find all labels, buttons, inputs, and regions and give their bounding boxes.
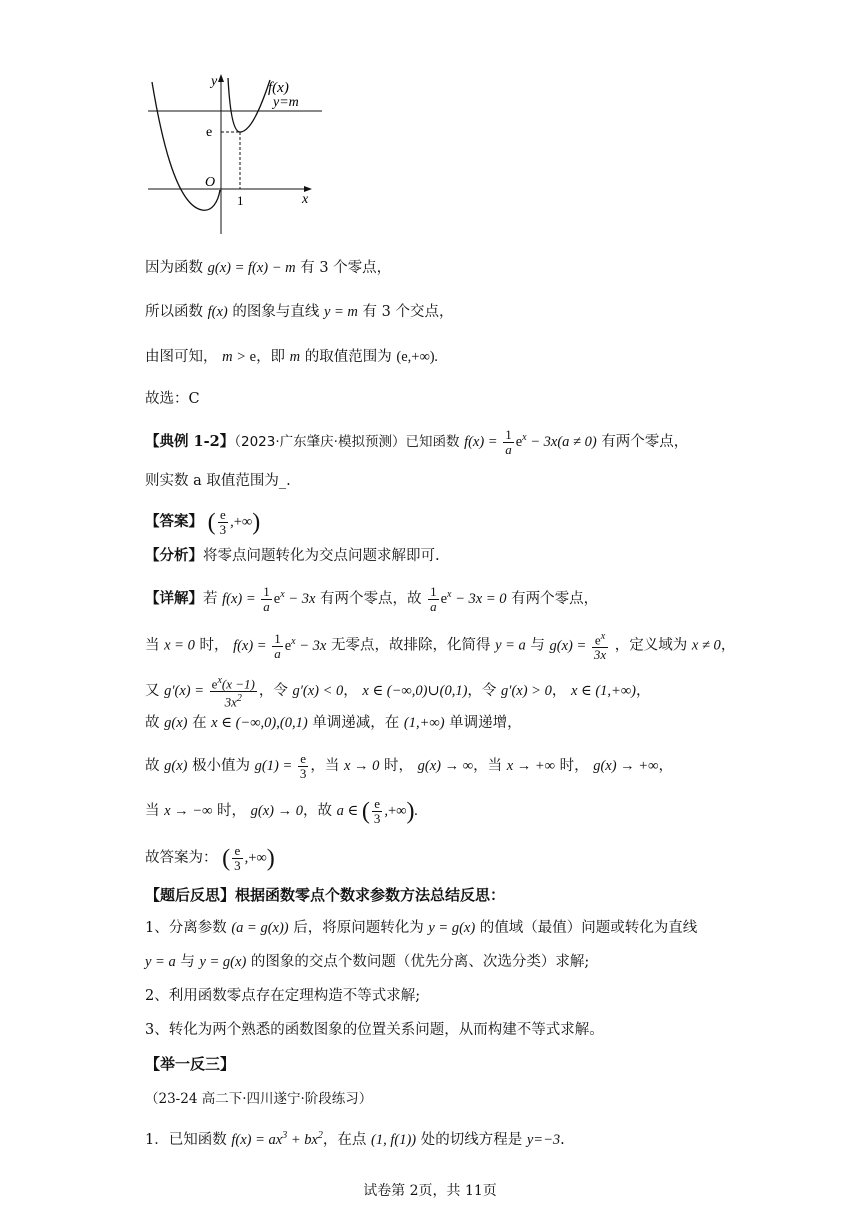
math-expr: x → −∞ — [164, 802, 213, 819]
text-segment: ， — [551, 683, 567, 700]
text-line-18 — [145, 952, 589, 972]
math-expr: a ∈ ( $\frac{e}{3}$ ,+∞). — [336, 796, 419, 826]
source-note: （23-24 高二下·四川遂宁·阶段练习） — [145, 1091, 373, 1107]
math-expr: (a = g(x)) — [231, 920, 289, 936]
line-label: y=m — [273, 95, 299, 110]
text-segment: 单调递增， — [449, 715, 522, 731]
math-expr: y = a — [145, 954, 176, 970]
text-segment: 时， — [217, 802, 247, 819]
math-expr: x → 0 — [343, 757, 380, 774]
text-segment: 的图象的交点个数问题（优先分离、次选分类）求解; — [250, 954, 590, 970]
math-expr: g′(x) < 0 — [292, 683, 344, 700]
text-segment: 在 — [192, 715, 207, 731]
text-line-6 — [145, 471, 291, 491]
text-segment: 所以函数 — [145, 304, 203, 320]
text-segment: 因为函数 — [145, 260, 203, 276]
math-expr: x ∈ (1,+∞) — [570, 683, 637, 700]
text-line-11: 又 g′(x) = $\frac{e^x(x -1)}{3x^2}$ ，令 g′(x) < 0， x ∈ (−∞,0)∪(0,1)，令 g′(x) > 0， x ∈ (1,+∞)， — [145, 675, 651, 710]
text-segment: 处的切线方程是 — [420, 1131, 523, 1148]
text-line-23: 1．已知函数 $f(x) = ax^3 + bx^2$，在点 (1, f(1)) 处的切线方程是 y=−3. — [145, 1130, 565, 1148]
math-expr: (1,+∞) — [403, 715, 445, 731]
text-line-1 — [145, 258, 391, 278]
text-line-2 — [145, 302, 453, 322]
text-segment: 与 — [180, 954, 195, 970]
text-segment: ， — [343, 683, 358, 700]
text-segment: 1．已知函数 — [145, 1131, 227, 1148]
math-expr: g(x) → +∞ — [593, 757, 659, 774]
math-expr: g(x) = f(x) − m — [207, 260, 296, 276]
text-line-14 — [145, 797, 418, 826]
math-expr: y = g(x) — [199, 954, 247, 970]
text-line-12 — [145, 713, 522, 733]
math-expr: y = m — [323, 304, 358, 320]
text-line-8 — [145, 546, 440, 566]
text-segment: 后，将原问题转化为 — [293, 920, 424, 936]
math-expr: x ≠ 0 — [691, 637, 721, 654]
text-line-4 — [145, 389, 200, 409]
text-segment: ，定义域为 — [614, 637, 688, 654]
text-segment: 当 — [145, 802, 160, 819]
text-segment: 有 3 个零点， — [300, 260, 392, 276]
text-segment: ，故 — [302, 802, 332, 819]
text-line-19 — [145, 986, 420, 1006]
section-heading: 【题后反思】根据函数零点个数求参数方法总结反思： — [145, 886, 506, 904]
curve-label: f(x) — [268, 80, 289, 96]
text-segment: ，当 — [310, 757, 340, 774]
math-expr: g(x) = $\frac{e^x}{3x}$ — [549, 631, 607, 663]
e-tick-label: e — [206, 125, 213, 140]
math-expr: ( $\frac{e}{3}$ ,+∞) — [222, 843, 275, 873]
math-expr: (e,+∞). — [396, 349, 439, 365]
text-segment: 故 — [145, 715, 160, 731]
math-expr: f(x) = $\frac{1}{a}$ $e^x - 3x(a \ne 0)$ — [464, 427, 597, 457]
text-segment: 单调递减，在 — [312, 715, 400, 731]
text-line-22 — [145, 1089, 372, 1109]
curve-right-branch — [228, 78, 270, 132]
math-expr: g′(x) = $\frac{e^x(x -1)}{3x^2}$ — [164, 675, 255, 710]
math-expr: $\frac{1}{a}$ $e^x - 3x = 0$ — [430, 584, 507, 614]
math-expr: g(x) — [164, 757, 188, 774]
text-segment: 有两个零点，故 — [320, 590, 422, 607]
math-expr: f(x) — [207, 304, 228, 320]
text-line-5 — [145, 428, 688, 457]
page-footer: 试卷第 2页，共 11页 — [363, 1183, 497, 1199]
math-expr: f(x) = $\frac{1}{a}$ $e^x - 3x$ — [222, 584, 316, 614]
math-expr: f(x) = $\frac{1}{a}$ $e^x - 3x$ — [233, 630, 327, 661]
text-segment: 有两个零点， — [511, 590, 599, 607]
math-expr: y = a — [495, 637, 526, 654]
text-segment: 故答案为： — [145, 849, 218, 866]
text-segment: 由图可知， — [145, 349, 218, 365]
math-expr: g(x) → 0 — [250, 802, 303, 819]
text-segment: 时， — [384, 757, 414, 774]
text-line-17 — [145, 918, 697, 938]
text-segment: （2023·广东肇庆·模拟预测）已知函数 — [234, 433, 460, 450]
text-line-13: 故 g(x) 极小值为 g(1) = $\frac{e}{3}$ ，当 x → 0 时， g(x) → ∞，当 x → +∞ 时， g(x) → +∞， — [145, 751, 673, 781]
text-segment: 时， — [199, 637, 229, 654]
text-segment: 又 — [145, 683, 160, 700]
math-expr: g(1) = $\frac{e}{3}$ — [254, 751, 307, 781]
text-segment: 故选：C — [145, 391, 200, 407]
text-segment: 则实数 a 取值范围为_. — [145, 473, 291, 489]
text-segment: 【答案】 — [145, 512, 203, 530]
text-segment: 的值域（最值）问题或转化为直线 — [479, 920, 698, 936]
text-segment: 有两个零点， — [601, 433, 689, 450]
text-line-7 — [145, 508, 260, 537]
text-segment: 2、利用函数零点存在定理构造不等式求解; — [145, 988, 421, 1004]
text-line-15 — [145, 844, 275, 873]
text-segment: ，在点 — [322, 1131, 367, 1148]
text-segment: ，令 — [258, 683, 288, 700]
text-segment: 1、分离参数 — [145, 920, 227, 936]
math-expr: g(x) → ∞ — [417, 757, 474, 774]
text-segment: 的取值范围为 — [304, 349, 392, 365]
text-segment: 的图象与直线 — [232, 304, 320, 320]
text-line-10: 当 x = 0 时， f(x) = $\frac{1}{a}$ $e^x - 3x$ 无零点，故排除，化简得 y = a 与 g(x) = $\frac{e^x}{3x}$ ，定义域为 x ≠ 0， — [145, 630, 736, 663]
curve-left-branch — [152, 82, 220, 210]
text-segment: 【典例 1-2】 — [145, 432, 235, 450]
text-line-20 — [145, 1020, 604, 1040]
math-expr: y=−3 — [526, 1131, 561, 1148]
math-expr: g(x) — [164, 715, 188, 731]
text-segment: 若 — [203, 590, 218, 607]
one-tick-label: 1 — [237, 193, 244, 208]
text-segment: ，令 — [467, 683, 497, 700]
x-axis-label: x — [302, 192, 309, 207]
math-expr: x ∈ (−∞,0)∪(0,1) — [362, 683, 468, 700]
math-expr: $f(x) = ax^3 + bx^2$ — [231, 1130, 323, 1148]
text-segment: 故 — [145, 757, 160, 774]
text-segment: ，即 — [256, 349, 286, 365]
text-segment: 【分析】 — [145, 547, 203, 564]
text-segment: 与 — [530, 637, 545, 654]
text-segment: 【详解】 — [145, 589, 203, 607]
text-line-9 — [145, 585, 598, 614]
y-axis-label: y — [211, 74, 218, 89]
math-expr: ( $\frac{e}{3}$ ,+∞) — [207, 507, 261, 537]
text-segment: 当 — [145, 637, 160, 654]
math-expr: (1, f(1)) — [371, 1131, 417, 1148]
text-line-16 — [145, 885, 505, 905]
math-expr: y = g(x) — [428, 920, 476, 936]
section-heading: 【举一反三】 — [145, 1055, 236, 1073]
text-line-21 — [145, 1054, 235, 1074]
math-expr: g′(x) > 0 — [501, 683, 552, 700]
math-expr: x ∈ (−∞,0),(0,1) — [211, 715, 308, 731]
text-segment: 有 3 个交点， — [362, 304, 454, 320]
text-segment: 时， — [559, 757, 589, 774]
text-segment: 3、转化为两个熟悉的函数图象的位置关系问题，从而构建不等式求解。 — [145, 1022, 604, 1038]
function-graph — [140, 70, 330, 240]
text-segment: 极小值为 — [192, 757, 251, 774]
text-segment: 无零点，故排除，化简得 — [330, 637, 491, 654]
math-expr: x = 0 — [164, 637, 195, 654]
y-axis-arrow-icon — [218, 74, 224, 82]
text-segment: 将零点问题转化为交点问题求解即可. — [203, 548, 440, 564]
math-expr: m — [289, 349, 301, 365]
math-expr: x → +∞ — [506, 757, 555, 774]
origin-label: O — [205, 175, 216, 190]
math-expr: m > e — [222, 349, 257, 365]
text-line-3 — [145, 347, 438, 367]
text-segment: ，当 — [473, 757, 503, 774]
